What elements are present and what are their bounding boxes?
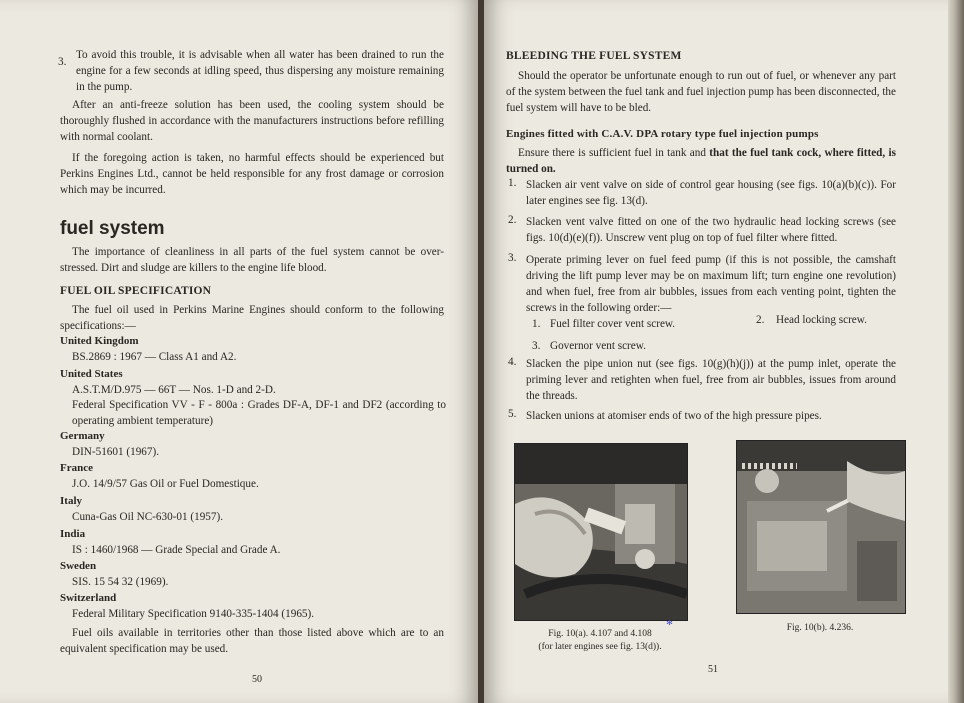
spec-sweden: SIS. 15 54 32 (1969). <box>72 576 169 588</box>
country-india: India <box>60 528 86 540</box>
order-3-number: 3. <box>532 340 541 352</box>
figure-10b-caption: Fig. 10(b). 4.236. <box>786 623 854 633</box>
closing-paragraph: Fuel oils available in territories other than those listed above which are to an equivalent specification may be used. <box>60 627 444 655</box>
order-1-number: 1. <box>532 318 541 330</box>
spec-italy: Cuna-Gas Oil NC-630-01 (1957). <box>72 511 224 523</box>
step-1-text: Slacken air vent valve on side of control gear housing (see figs. 10(a)(b)(c)). For later engines see fig. 13(d). <box>526 179 896 207</box>
order-1-text: Fuel filter cover vent screw. <box>550 318 676 330</box>
country-switzerland: Switzerland <box>60 592 117 604</box>
spec-us-2: Federal Specification VV - F - 800a : Grades DF-A, DF-1 and DF2 (according to operating ambient temperature) <box>72 399 446 427</box>
spec-india: IS : 1460/1968 — Grade Special and Grade A. <box>72 544 281 556</box>
order-3-text: Governor vent screw. <box>550 340 646 352</box>
figure-10a-caption-2: (for later engines see fig. 13(d)). <box>538 642 662 652</box>
figure-10a-photo <box>514 443 688 621</box>
country-sweden: Sweden <box>60 560 97 572</box>
page-number-left: 50 <box>252 674 262 685</box>
step-4-number: 4. <box>508 356 517 368</box>
right-page <box>484 0 948 703</box>
engine-photo-a <box>515 444 687 620</box>
order-2-number: 2. <box>756 314 765 326</box>
left-page <box>0 0 478 703</box>
engine-photo-b <box>737 441 905 613</box>
ensure-prefix: Ensure there is sufficient fuel in tank and <box>518 147 710 159</box>
spec-us-1: A.S.T.M/D.975 — 66T — Nos. 1-D and 2-D. <box>72 384 276 396</box>
spec-france: J.O. 14/9/57 Gas Oil or Fuel Domestique. <box>72 478 259 490</box>
step-5-number: 5. <box>508 408 517 420</box>
step-2-text: Slacken vent valve fitted on one of the two hydraulic head locking screws (see figs. 10(d)(e)(f)). Unscrew vent plug on top of fuel filter where fitted. <box>526 216 896 244</box>
antifreeze-paragraph: After an anti-freeze solution has been used, the cooling system should be thoroughly flushed in accordance with the manufacturers instructions before refilling with normal coolant. <box>60 99 444 143</box>
step-3-number: 3. <box>508 252 517 264</box>
spec-intro: The fuel oil used in Perkins Marine Engines should conform to the following specifications:— <box>60 304 444 332</box>
item-3-number: 3. <box>58 56 67 68</box>
ensure-paragraph <box>506 145 896 177</box>
bleeding-heading: BLEEDING THE FUEL SYSTEM <box>506 50 682 62</box>
step-5-text: Slacken unions at atomiser ends of two of the high pressure pipes. <box>526 410 822 422</box>
step-1-number: 1. <box>508 177 517 189</box>
bleeding-intro: Should the operator be unfortunate enough to run out of fuel, or whenever any part of the system between the fuel tank and fuel injection pump has been disconnected, the fuel system will have to be bled. <box>506 70 896 114</box>
spec-uk: BS.2869 : 1967 — Class A1 and A2. <box>72 351 237 363</box>
spec-germany: DIN-51601 (1967). <box>72 446 159 458</box>
figure-10a-caption-1: Fig. 10(a). 4.107 and 4.108 <box>548 629 652 639</box>
step-4-text: Slacken the pipe union nut (see figs. 10(g)(h)(j)) at the pump inlet, operate the priming lever and retighten when fuel, free from air bubbles, issues from around the threads. <box>526 358 896 402</box>
country-france: France <box>60 462 93 474</box>
figure-10b-photo <box>736 440 906 614</box>
order-2-text: Head locking screw. <box>776 314 867 326</box>
ensure-bold: that the fuel tank cock, where fitted, is turned on. <box>506 147 896 175</box>
item-3-text: To avoid this trouble, it is advisable when all water has been drained to run the engine for a few seconds at idling speed, thus dispersing any moisture remaining in the pump. <box>76 49 444 93</box>
country-uk: United Kingdom <box>60 335 139 347</box>
section-title: fuel system <box>60 218 165 239</box>
page-number-right: 51 <box>708 664 718 675</box>
disclaimer-paragraph: If the foregoing action is taken, no harmful effects should be experienced but Perkins Engines Ltd., cannot be held responsible for any frost damage or corrosion which may be incurred. <box>60 152 444 196</box>
country-germany: Germany <box>60 430 105 442</box>
step-3-text: Operate priming lever on fuel feed pump (if this is not possible, the camshaft driving the lift pump lever may be on maximum lift; turn engine one revolution) and when fuel, free from air bubbles, issues from each venting point, tighten the screws in the following order:— <box>526 254 896 314</box>
page-edge <box>948 0 964 703</box>
step-2-number: 2. <box>508 214 517 226</box>
country-italy: Italy <box>60 495 82 507</box>
country-us: United States <box>60 368 123 380</box>
pencil-mark: * <box>666 618 673 633</box>
spec-switzerland: Federal Military Specification 9140-335-1404 (1965). <box>72 608 315 620</box>
cleanliness-paragraph: The importance of cleanliness in all parts of the fuel system cannot be over-stressed. Dirt and sludge are killers to the engine life blood. <box>60 246 444 274</box>
spec-heading: FUEL OIL SPECIFICATION <box>60 285 212 297</box>
cav-subheading: Engines fitted with C.A.V. DPA rotary type fuel injection pumps <box>506 128 819 140</box>
